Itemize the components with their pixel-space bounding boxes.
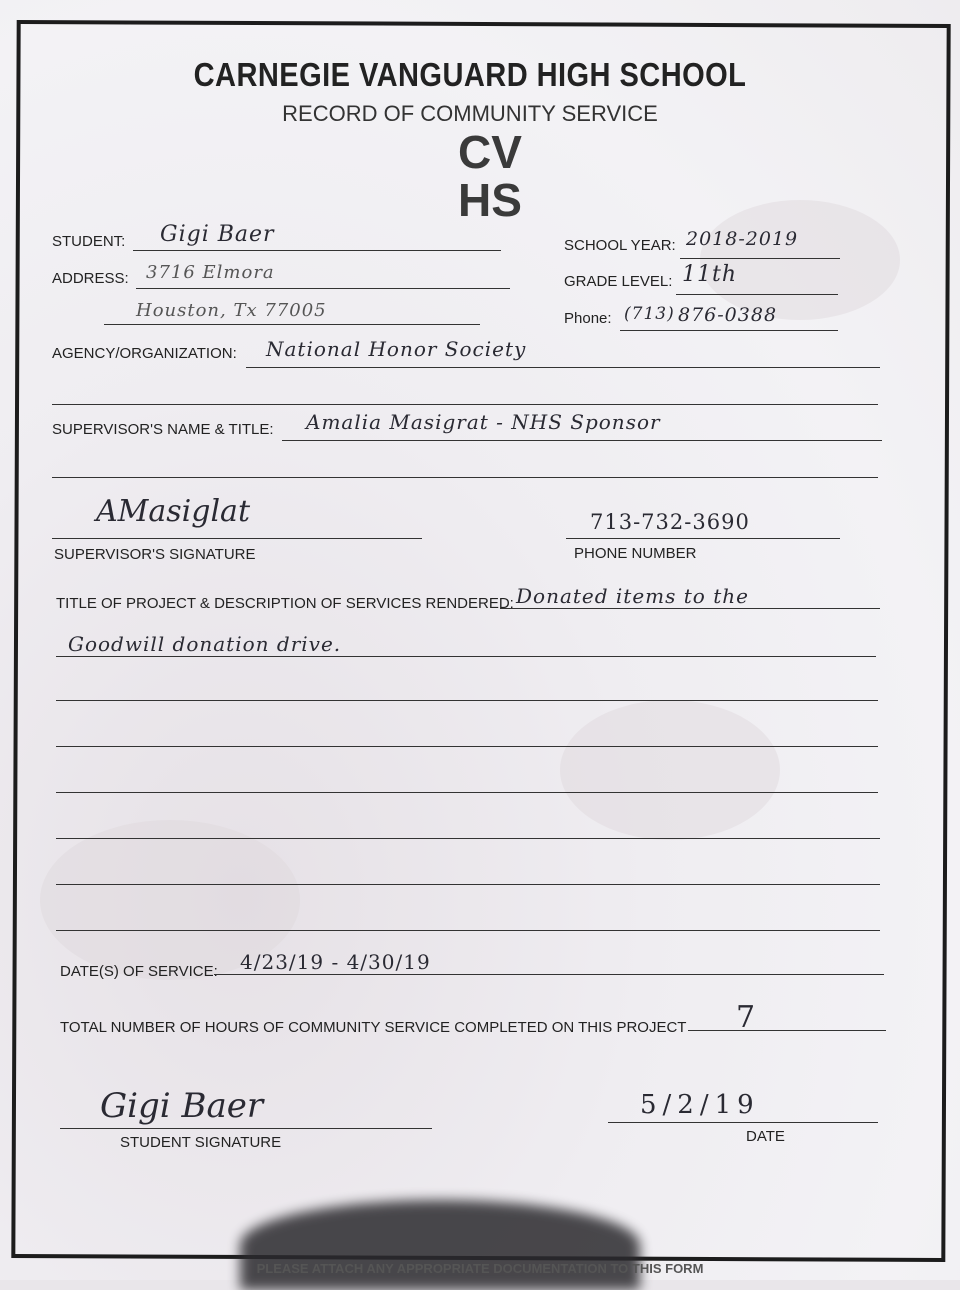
project-value-1[interactable]: Donated items to the xyxy=(516,584,749,608)
form-title: RECORD OF COMMUNITY SERVICE xyxy=(282,101,658,126)
date-line xyxy=(608,1122,878,1123)
project-line-2 xyxy=(56,656,876,657)
agency-value[interactable]: National Honor Society xyxy=(266,337,527,361)
thumb-shadow xyxy=(240,1200,640,1290)
student-line xyxy=(133,250,501,251)
student-value[interactable]: Gigi Baer xyxy=(160,222,275,247)
supervisor-line-2 xyxy=(52,477,878,478)
grade-level-value[interactable]: 11th xyxy=(682,262,738,287)
project-line-7 xyxy=(56,884,880,885)
project-line-1 xyxy=(500,608,880,609)
grade-level-line xyxy=(676,294,838,295)
project-line-8 xyxy=(56,930,880,931)
project-line-5 xyxy=(56,792,878,793)
address-value-1[interactable]: 3716 Elmora xyxy=(146,262,275,283)
logo-text-top: CV xyxy=(458,128,522,178)
school-year-line xyxy=(680,258,840,259)
student-signature-value: Gigi Baer xyxy=(100,1086,264,1126)
school-year-value[interactable]: 2018-2019 xyxy=(686,228,799,250)
hours-label: TOTAL NUMBER OF HOURS OF COMMUNITY SERVICE COMPLETED ON THIS PROJECT xyxy=(60,1019,687,1036)
school-name: CARNEGIE VANGUARD HIGH SCHOOL xyxy=(193,56,747,93)
agency-label: AGENCY/ORGANIZATION: xyxy=(52,345,237,362)
school-logo xyxy=(420,128,560,220)
project-line-4 xyxy=(56,746,878,747)
student-label: STUDENT: xyxy=(52,233,126,250)
phone-number-label: PHONE NUMBER xyxy=(574,545,697,562)
address-line-1 xyxy=(136,288,510,289)
hours-value[interactable]: 7 xyxy=(736,1000,757,1035)
hours-line xyxy=(688,1030,886,1031)
address-value-2[interactable]: Houston, Tx 77005 xyxy=(136,300,327,321)
logo-text-bottom: HS xyxy=(458,174,522,220)
phone-number-value[interactable]: 876-0388 xyxy=(678,304,778,326)
supervisor-phone-value[interactable]: 713-732-3690 xyxy=(590,510,750,534)
dates-label: DATE(S) OF SERVICE: xyxy=(60,963,218,980)
supervisor-phone-line xyxy=(566,538,840,539)
supervisor-signature-value: AMasiglat xyxy=(96,494,250,529)
date-value[interactable]: 5/2/19 xyxy=(640,1090,760,1120)
project-value-2[interactable]: Goodwill donation drive. xyxy=(68,632,342,656)
supervisor-name-line xyxy=(282,440,882,441)
supervisor-name-label: SUPERVISOR'S NAME & TITLE: xyxy=(52,421,274,438)
supervisor-signature-line xyxy=(52,538,422,539)
supervisor-signature-label: SUPERVISOR'S SIGNATURE xyxy=(54,546,256,563)
supervisor-name-value[interactable]: Amalia Masigrat - NHS Sponsor xyxy=(306,410,661,434)
agency-line xyxy=(246,367,880,368)
address-line-2 xyxy=(104,324,480,325)
student-signature-line xyxy=(60,1128,432,1129)
address-label: ADDRESS: xyxy=(52,270,129,287)
dates-value[interactable]: 4/23/19 - 4/30/19 xyxy=(240,950,431,974)
project-label: TITLE OF PROJECT & DESCRIPTION OF SERVICES RENDERED: xyxy=(56,595,514,612)
footer-note: PLEASE ATTACH ANY APPROPRIATE DOCUMENTATION TO THIS FORM xyxy=(256,1261,704,1276)
grade-level-label: GRADE LEVEL: xyxy=(564,273,673,290)
student-signature-label: STUDENT SIGNATURE xyxy=(120,1134,282,1151)
phone-label: Phone: xyxy=(564,310,612,327)
date-label: DATE xyxy=(746,1128,785,1145)
project-line-6 xyxy=(56,838,880,839)
project-line-3 xyxy=(56,700,878,701)
agency-line-2 xyxy=(52,404,878,405)
school-year-label: SCHOOL YEAR: xyxy=(564,237,676,254)
phone-line xyxy=(620,330,838,331)
phone-area-value[interactable]: (713) xyxy=(624,304,675,324)
dates-line xyxy=(214,974,884,975)
